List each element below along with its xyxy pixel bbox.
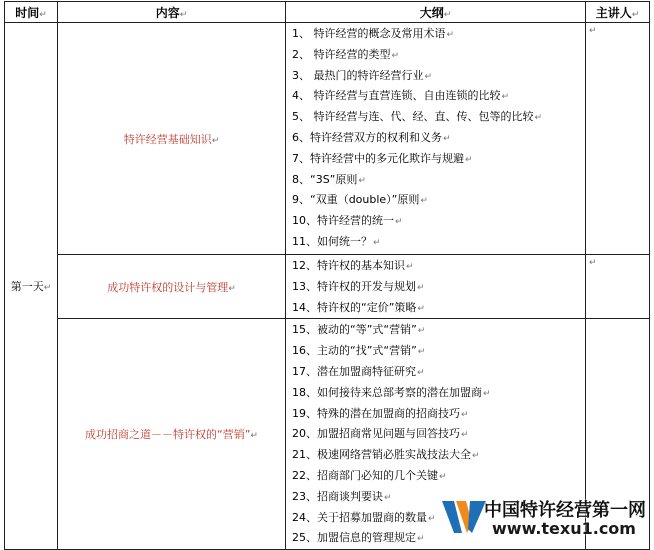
course-schedule-table [4,1,650,550]
table-header-row [5,2,650,23]
watermark-logo-icon [440,493,488,541]
outline-item: 19、特殊的潜在加盟商的招商技巧↵ [292,406,469,420]
outline-item: 14、特许权的“定价”策略↵ [292,300,425,314]
outline-item: 8、“3S”原则↵ [292,172,366,186]
speaker-cell: ↵ [586,255,650,319]
section-row [5,255,650,319]
outline-item: 3、 最热门的特许经营行业↵ [292,68,433,82]
speaker-cell: ↵ [586,23,650,255]
outline-item: 24、关于招募加盟商的数量↵ [292,510,436,524]
outline-cell [286,23,586,255]
outline-item: 23、招商谈判要诀↵ [292,489,392,503]
header-speaker: 主讲人↵ [586,2,650,23]
outline-item: 12、特许权的基本知识↵ [292,259,414,272]
outline-cell [286,255,586,319]
watermark-url: www.texu1.com [492,519,636,538]
outline-item: 7、特许经营中的多元化欺诈与规避↵ [292,151,473,165]
outline-item: 9、“双重（double）”原则↵ [292,193,428,207]
section-title-cell: 特许经营基础知识↵ [58,23,286,255]
outline-item: 22、招商部门必知的几个关键↵ [292,468,447,482]
outline-item: 17、潜在加盟商特征研究↵ [292,364,425,378]
watermark-title: 中国特许经营第一网 [484,500,646,521]
header-content: 内容↵ [58,2,286,23]
outline-item: 21、极速网络营销必胜实战技法大全↵ [292,448,480,462]
outline-item: 5、 特许经营与连、代、经、直、传、包等的比较↵ [292,110,543,124]
section-title-cell: 成功特许权的设计与管理↵ [58,255,286,319]
outline-item: 11、如何统一？↵ [292,234,381,248]
outline-item: 2、 特许经营的类型↵ [292,47,400,61]
section-row [5,23,650,255]
header-time: 时间↵ [5,2,58,23]
outline-item: 4、 特许经营与直营连锁、自由连锁的比较↵ [292,89,510,103]
outline-item: 18、如何接待来总部考察的潜在加盟商↵ [292,385,491,399]
outline-item: 10、特许经营的统一↵ [292,214,403,228]
outline-item: 13、特许权的开发与规划↵ [292,279,425,293]
outline-item: 15、被动的“等”式“营销”↵ [292,323,426,337]
outline-item: 16、主动的“找”式“营销”↵ [292,344,426,358]
outline-item: 1、 特许经营的概念及常用术语↵ [292,27,455,40]
outline-item: 20、加盟招商常见问题与回答技巧↵ [292,427,469,441]
watermark [440,493,652,543]
day-cell: 第一天↵ [5,23,58,550]
outline-item: 25、加盟信息的管理规定↵ [292,531,425,545]
outline-item: 6、特许经营双方的权利和义务↵ [292,130,451,144]
section-title-cell: 成功招商之道－－特许权的“营销”↵ [58,319,286,550]
header-outline: 大纲↵ [286,2,586,23]
